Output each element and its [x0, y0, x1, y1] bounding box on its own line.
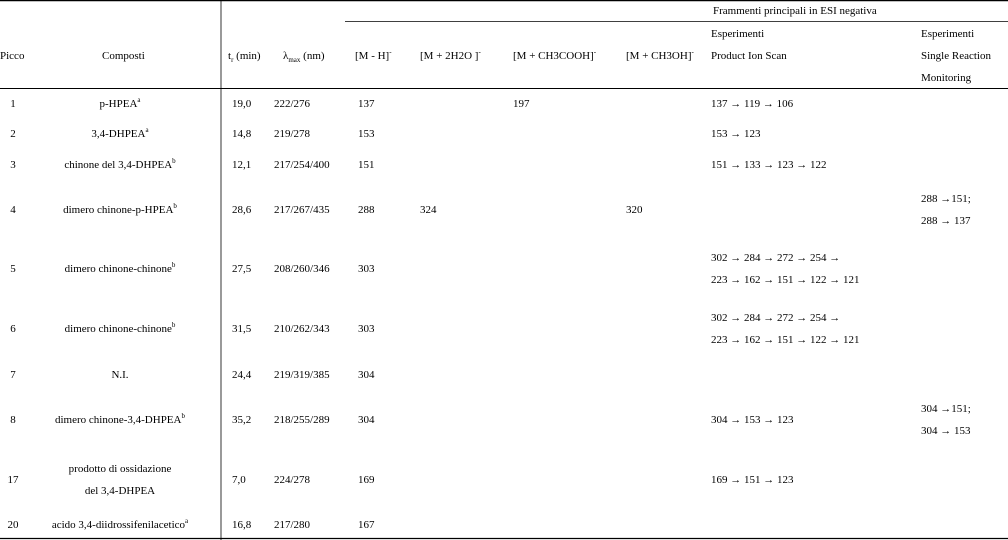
cell-picco: 7	[10, 369, 16, 381]
cell-composto: dimero chinone-chinone$^b$	[64, 261, 176, 275]
cell-m-2h2o: 324	[420, 204, 437, 216]
cell-m-h: 137	[358, 98, 375, 110]
cell-composto: acido 3,4-diidrossifenilacetico$^a$	[51, 517, 189, 531]
cell-m-h: 288	[358, 204, 375, 216]
table-row	[10, 369, 375, 381]
cell-picco: 2	[10, 128, 16, 140]
cell-m-ch3oh: 320	[626, 204, 643, 216]
cell-composto: dimero chinone-chinone$^b$	[64, 321, 176, 335]
table-row	[10, 96, 793, 110]
cell-m-h: 304	[358, 369, 375, 381]
table-row	[10, 157, 826, 171]
cell-product-ion-scan: 137 → 119 → 106	[711, 98, 794, 110]
cell-m-h: 303	[358, 263, 375, 275]
cell-lmax: 224/278	[274, 474, 311, 486]
cell-tr: 35,2	[232, 414, 252, 426]
cell-tr: 16,8	[232, 519, 252, 531]
cell-lmax: 210/262/343	[274, 323, 330, 335]
cell-m-h: 153	[358, 128, 375, 140]
col-header-m-h: [M - H]-	[355, 48, 392, 62]
cell-tr: 27,5	[232, 263, 252, 275]
cell-composto: 3,4-DHPEA$^a$	[91, 126, 149, 140]
cell-composto: dimero chinone-p-HPEA$^b$	[63, 202, 177, 216]
cell-product-ion-scan: 151 → 133 → 123 → 122	[711, 159, 827, 171]
cell-lmax: 217/254/400	[274, 159, 330, 171]
cell-composto: chinone del 3,4-DHPEA$^b$	[64, 157, 176, 171]
table-row	[8, 517, 376, 531]
cell-picco: 17	[7, 474, 19, 486]
cell-lmax: 222/276	[274, 98, 311, 110]
col-header-pis-line: Product Ion Scan	[711, 50, 787, 62]
table-row	[10, 126, 761, 140]
col-header-pis-line: Esperimenti	[711, 28, 765, 40]
cell-single-reaction-monitoring: 288 →151;	[921, 193, 971, 205]
cell-picco: 5	[10, 263, 16, 275]
cell-product-ion-scan: 169 → 151 → 123	[711, 474, 794, 486]
col-header-srm-line: Single Reaction	[921, 50, 991, 62]
cell-picco: 6	[10, 323, 16, 335]
cell-lmax: 217/267/435	[274, 204, 330, 216]
cell-lmax: 208/260/346	[274, 263, 330, 275]
cell-product-ion-scan: 302 → 284 → 272 → 254 →	[711, 252, 841, 264]
cell-single-reaction-monitoring: 288 → 137	[921, 215, 971, 227]
cell-tr: 7,0	[232, 474, 246, 486]
table-row	[10, 193, 971, 227]
col-header-m-ch3oh: [M + CH3OH]-	[626, 48, 694, 62]
cell-picco: 3	[10, 159, 16, 171]
table-header	[0, 5, 991, 84]
cell-tr: 14,8	[232, 128, 252, 140]
cell-picco: 1	[10, 98, 16, 110]
cell-m-ch3cooh: 197	[513, 98, 530, 110]
cell-product-ion-scan: 302 → 284 → 272 → 254 →	[711, 312, 841, 324]
table-row	[10, 403, 971, 437]
cell-single-reaction-monitoring: 304 → 153	[921, 425, 971, 437]
cell-tr: 19,0	[232, 98, 252, 110]
table-row	[10, 252, 859, 286]
cell-product-ion-scan: 304 → 153 → 123	[711, 414, 794, 426]
col-header-m-2h2o: [M + 2H2O ]-	[420, 48, 481, 62]
col-header-composti: Composti	[102, 50, 145, 62]
cell-m-h: 304	[358, 414, 375, 426]
cell-composto: p-HPEA$^a$	[99, 96, 141, 110]
cell-m-h: 303	[358, 323, 375, 335]
cell-m-h: 151	[358, 159, 375, 171]
cell-tr: 28,6	[232, 204, 252, 216]
cell-m-h: 169	[358, 474, 375, 486]
cell-picco: 8	[10, 414, 16, 426]
table-body	[8, 96, 972, 531]
cell-composto: N.I.	[111, 369, 129, 381]
col-header-tr: $t_r$ (min)	[228, 50, 261, 64]
cell-lmax: 217/280	[274, 519, 311, 531]
table-row	[10, 312, 859, 346]
col-header-srm-line: Esperimenti	[921, 28, 975, 40]
cell-product-ion-scan: 223 → 162 → 151 → 122 → 121	[711, 334, 860, 346]
cell-tr: 12,1	[232, 159, 252, 171]
cell-composto: prodotto di ossidazione	[68, 463, 172, 475]
col-header-m-ch3cooh: [M + CH3COOH]-	[513, 48, 597, 62]
cell-product-ion-scan: 223 → 162 → 151 → 122 → 121	[711, 274, 860, 286]
cell-picco: 20	[7, 519, 19, 531]
cell-tr: 24,4	[232, 369, 252, 381]
cell-lmax: 219/319/385	[274, 369, 330, 381]
cell-m-h: 167	[358, 519, 375, 531]
cell-composto: dimero chinone-3,4-DHPEA$^b$	[55, 412, 185, 426]
cell-single-reaction-monitoring: 304 →151;	[921, 403, 971, 415]
group-title: Frammenti principali in ESI negativa	[713, 5, 877, 17]
table-row	[8, 463, 795, 497]
col-header-picco: Picco	[0, 50, 25, 62]
cell-product-ion-scan: 153 → 123	[711, 128, 761, 140]
cell-tr: 31,5	[232, 323, 252, 335]
col-header-srm-line: Monitoring	[921, 72, 972, 84]
cell-composto: del 3,4-DHPEA	[84, 485, 156, 497]
cell-picco: 4	[10, 204, 16, 216]
col-header-lmax: $\lambda_{max}$ (nm)	[283, 50, 325, 64]
cell-lmax: 219/278	[274, 128, 311, 140]
cell-lmax: 218/255/289	[274, 414, 330, 426]
